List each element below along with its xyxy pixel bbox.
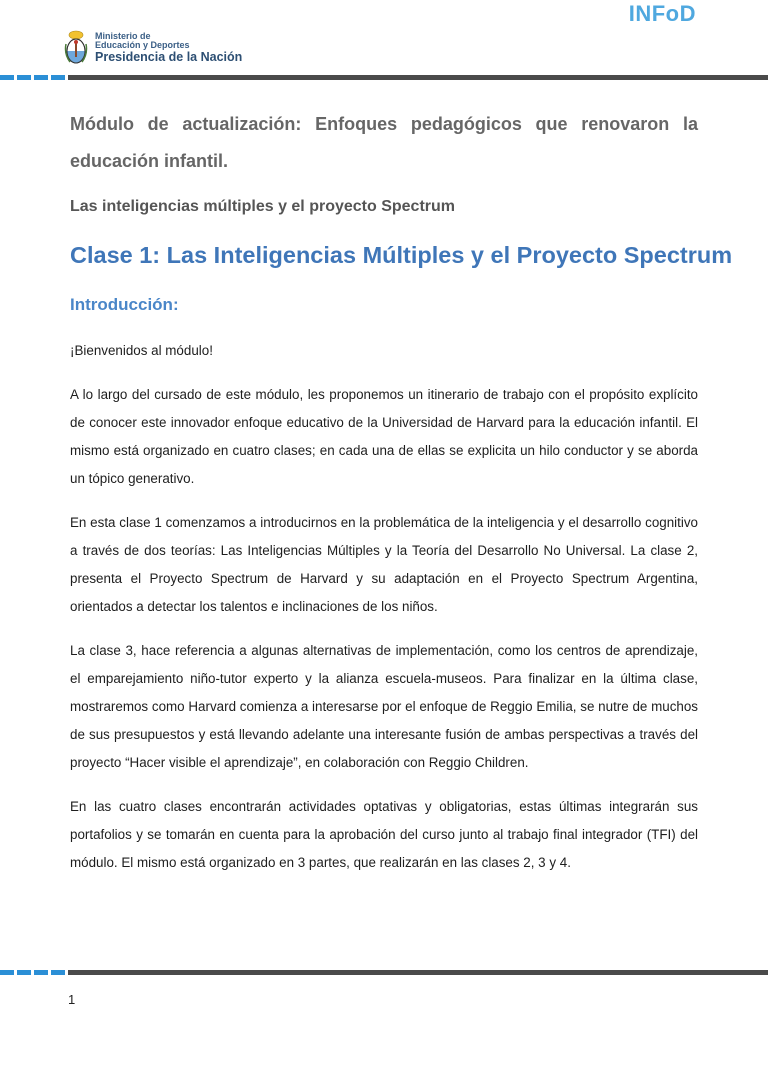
infod-brand-logo: INFoD xyxy=(628,1,696,26)
class-title: Clase 1: Las Inteligencias Múltiples y el Proyecto Spectrum xyxy=(70,242,733,268)
ministry-logo xyxy=(64,30,242,66)
logo-line-presidencia: Presidencia de la Nación xyxy=(95,49,243,64)
paragraph: En las cuatro clases encontrarán actividades optativas y obligatorias, estas últimas integrarán sus portafolios y se tomarán en cuenta para la aprobación del curso junto al trabajo final integrador (TFI) del módulo. El mismo está organizado en 3 partes, que realizarán en las clases 2, 3 y 4. xyxy=(70,799,698,870)
logo-line-ministerio: Ministerio de xyxy=(95,31,151,41)
paragraph: ¡Bienvenidos al módulo! xyxy=(70,343,213,358)
page-number: 1 xyxy=(68,992,76,1007)
paragraph: A lo largo del cursado de este módulo, les proponemos un itinerario de trabajo con el propósito explícito de conocer este innovador enfoque educativo de la Universidad de Harvard para la educación infantil. El mismo está organizado en cuatro clases; en cada una de ellas se explicita un hilo conductor y se aborda un tópico generativo. xyxy=(70,387,698,486)
logo-line-educacion: Educación y Deportes xyxy=(95,40,190,51)
header-divider-bar xyxy=(0,75,768,80)
paragraph: En esta clase 1 comenzamos a introducirnos en la problemática de la inteligencia y el desarrollo cognitivo a través de dos teorías: Las Inteligencias Múltiples y la Teoría del Desarrollo No Universal. La clase 2, presenta el Proyecto Spectrum de Harvard y su adaptación en el Proyecto Spectrum Argentina, orientados a detectar los talentos e inclinaciones de los niños. xyxy=(70,515,698,614)
module-subtitle: Las inteligencias múltiples y el proyecto Spectrum xyxy=(70,198,456,215)
page-header xyxy=(0,0,768,80)
document-body xyxy=(70,106,733,877)
argentina-coat-of-arms-icon xyxy=(64,30,88,66)
footer-divider-bar xyxy=(0,970,768,975)
module-title: Módulo de actualización: Enfoques pedagógicos que renovaron la educación infantil. xyxy=(70,114,698,171)
paragraph: La clase 3, hace referencia a algunas alternativas de implementación, como los centros de aprendizaje, el emparejamiento niño-tutor experto y la alianza escuela-museos. Para finalizar en la última clase, mostraremos como Harvard comienza a interesarse por el enfoque de Reggio Emilia, se nutre de muchos de sus presupuestos y está llevando adelante una interesante fusión de ambas perspectivas a través del proyecto “Hacer visible el aprendizaje”, en colaboración con Reggio Children. xyxy=(70,643,698,770)
intro-heading: Introducción: xyxy=(70,295,179,314)
